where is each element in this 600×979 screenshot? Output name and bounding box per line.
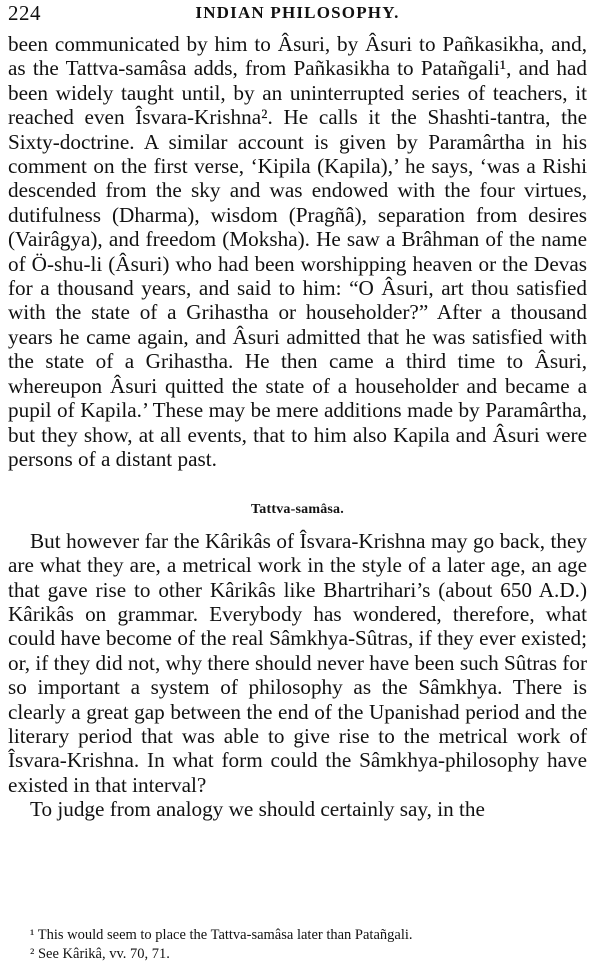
page-header	[8, 0, 587, 28]
paragraph-1: been communicated by him to Âsuri, by Âsuri to Pañkasikha, and, as the Tattva-samâsa adds, from Pañkasikha to Patañgali¹, and had been widely taught until, by an uninterrupted series of teachers, it reached even Îsvara-Krishna². He calls it the Shashti-tantra, the Sixty-doctrine. A similar account is given by Paramârtha in his comment on the first verse, ‘Kipila (Kapila),’ he says, ‘was a Rishi descended from the sky and was endowed with the four virtues, dutifulness (Dharma), wisdom (Pragñâ), separation from desires (Vairâgya), and freedom (Moksha). He saw a Brâhman of the name of Ö-shu-li (Âsuri) who had been worshipping heaven or the Devas for a thousand years, and said to him: “O Âsuri, art thou satisfied with the state of a Grihastha or householder?” After a thousand years he came again, and Âsuri admitted that he was satisfied with the state of a Grihastha. He then came a third time to Âsuri, whereupon Âsuri quitted the state of a householder and became a pupil of Kapila.’ These may be mere additions made by Paramârtha, but they show, at all events, that to him also Kapila and Âsuri were persons of a distant past.	[8, 32, 587, 471]
page-number: 224	[8, 1, 41, 25]
paragraph-3: To judge from analogy we should certainly say, in the	[30, 797, 485, 822]
section-heading: Tattva-samâsa.	[251, 502, 344, 518]
running-head: INDIAN PHILOSOPHY.	[195, 3, 400, 22]
body-text	[8, 32, 587, 822]
footnotes	[8, 926, 587, 964]
paragraph-2: But however far the Kârikâs of Îsvara-Krishna may go back, they are what they are, a metrical work in the style of a later age, an age that gave rise to other Kârikâs like Bhartrihari’s (about 650 A.D.) Kârikâs on grammar. Everybody has wondered, therefore, what could have become of the real Sâmkhya-Sûtras, if they ever existed; or, if they did not, why there should never have been such Sûtras for so important a system of philosophy as the Sâmkhya. There is clearly a great gap between the end of the Upanishad period and the literary period that was able to give rise to the metrical work of Îsvara-Krishna. In what form could the Sâmkhya-philosophy have existed in that interval?	[8, 528, 587, 797]
footnote-2: ² See Kârikâ, vv. 70, 71.	[30, 946, 170, 962]
footnote-1: ¹ This would seem to place the Tattva-samâsa later than Patañgali.	[30, 927, 413, 943]
